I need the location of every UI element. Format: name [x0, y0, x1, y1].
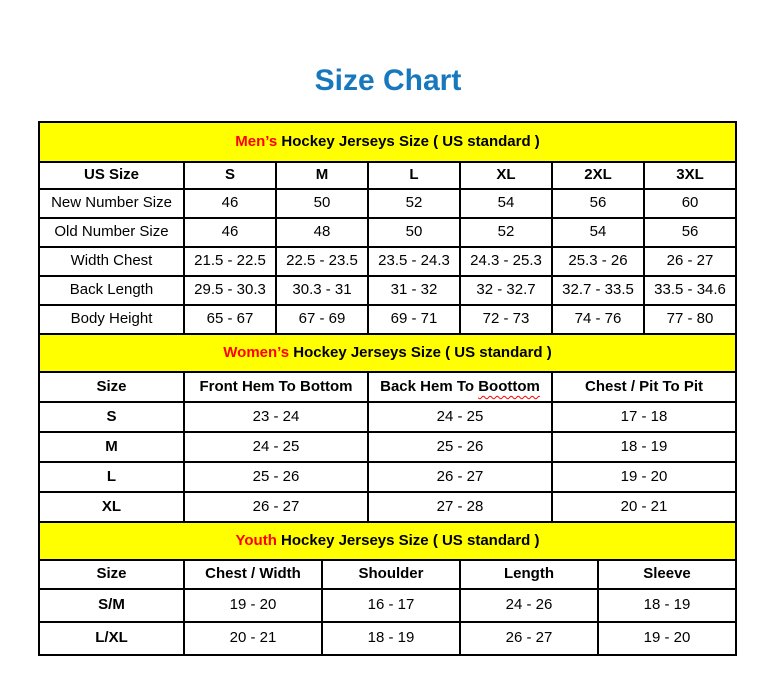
youth-cell-1-1: 18 - 19: [322, 622, 460, 655]
mens-cell-0-2: 52: [368, 189, 460, 218]
womens-cell-3-1: 27 - 28: [368, 492, 552, 522]
womens-cell-2-2: 19 - 20: [552, 462, 736, 492]
mens-column-header-3: L: [368, 162, 460, 189]
youth-column-header-2: Shoulder: [322, 560, 460, 589]
mens-row-label-1: Old Number Size: [39, 218, 184, 247]
mens-cell-0-0: 46: [184, 189, 276, 218]
youth-column-header-4: Sleeve: [598, 560, 736, 589]
mens-row-3: [39, 276, 736, 305]
womens-cell-1-0: 24 - 25: [184, 432, 368, 462]
mens-cell-0-3: 54: [460, 189, 552, 218]
womens-cell-1-2: 18 - 19: [552, 432, 736, 462]
mens-row-1: [39, 218, 736, 247]
youth-cell-1-2: 26 - 27: [460, 622, 598, 655]
mens-cell-2-3: 24.3 - 25.3: [460, 247, 552, 276]
mens-cell-2-5: 26 - 27: [644, 247, 736, 276]
womens-cell-3-0: 26 - 27: [184, 492, 368, 522]
youth-header-row: [39, 560, 736, 589]
mens-cell-1-5: 56: [644, 218, 736, 247]
mens-row-label-3: Back Length: [39, 276, 184, 305]
womens-row-label-1: M: [39, 432, 184, 462]
youth-row-label-0: S/M: [39, 589, 184, 622]
womens-row-1: [39, 432, 736, 462]
womens-row-label-2: L: [39, 462, 184, 492]
mens-banner-highlight: Men’s: [235, 132, 278, 150]
mens-cell-4-0: 65 - 67: [184, 305, 276, 334]
mens-cell-2-1: 22.5 - 23.5: [276, 247, 368, 276]
mens-row-label-2: Width Chest: [39, 247, 184, 276]
mens-row-label-0: New Number Size: [39, 189, 184, 218]
womens-column-header-3: Chest / Pit To Pit: [552, 372, 736, 402]
mens-column-header-6: 3XL: [644, 162, 736, 189]
womens-row-label-0: S: [39, 402, 184, 432]
youth-row-1: [39, 622, 736, 655]
youth-column-header-0: Size: [39, 560, 184, 589]
youth-cell-1-0: 20 - 21: [184, 622, 322, 655]
mens-cell-3-1: 30.3 - 31: [276, 276, 368, 305]
youth-cell-0-3: 18 - 19: [598, 589, 736, 622]
womens-row-label-3: XL: [39, 492, 184, 522]
womens-size-table: [38, 333, 737, 523]
page-title: Size Chart: [314, 64, 462, 97]
womens-header-row: [39, 372, 736, 402]
mens-cell-0-1: 50: [276, 189, 368, 218]
size-chart-page: [0, 62, 776, 692]
youth-column-header-1: Chest / Width: [184, 560, 322, 589]
mens-cell-4-5: 77 - 80: [644, 305, 736, 334]
mens-cell-3-2: 31 - 32: [368, 276, 460, 305]
womens-cell-3-2: 20 - 21: [552, 492, 736, 522]
mens-column-header-2: M: [276, 162, 368, 189]
womens-row-0: [39, 402, 736, 432]
mens-banner: Men’s Hockey Jerseys Size ( US standard ): [39, 122, 736, 162]
mens-cell-2-0: 21.5 - 22.5: [184, 247, 276, 276]
mens-row-2: [39, 247, 736, 276]
womens-banner: Women’s Hockey Jerseys Size ( US standard ): [39, 334, 736, 372]
womens-row-2: [39, 462, 736, 492]
womens-cell-0-0: 23 - 24: [184, 402, 368, 432]
womens-banner-row: [39, 334, 736, 372]
youth-banner-row: [39, 522, 736, 560]
youth-cell-0-1: 16 - 17: [322, 589, 460, 622]
womens-cell-1-1: 25 - 26: [368, 432, 552, 462]
youth-cell-0-0: 19 - 20: [184, 589, 322, 622]
mens-cell-2-2: 23.5 - 24.3: [368, 247, 460, 276]
size-tables-container: [38, 121, 735, 656]
womens-banner-highlight: Women’s: [223, 343, 290, 361]
mens-cell-1-0: 46: [184, 218, 276, 247]
womens-column-header-2: Back Hem To Boottom: [368, 372, 552, 402]
mens-cell-4-3: 72 - 73: [460, 305, 552, 334]
mens-size-table: [38, 121, 737, 335]
mens-banner-row: [39, 122, 736, 162]
womens-row-3: [39, 492, 736, 522]
mens-column-header-5: 2XL: [552, 162, 644, 189]
youth-row-0: [39, 589, 736, 622]
mens-cell-3-0: 29.5 - 30.3: [184, 276, 276, 305]
mens-column-header-4: XL: [460, 162, 552, 189]
mens-cell-3-5: 33.5 - 34.6: [644, 276, 736, 305]
mens-cell-2-4: 25.3 - 26: [552, 247, 644, 276]
womens-cell-2-0: 25 - 26: [184, 462, 368, 492]
youth-row-label-1: L/XL: [39, 622, 184, 655]
womens-cell-2-1: 26 - 27: [368, 462, 552, 492]
mens-header-row: [39, 162, 736, 189]
mens-cell-3-4: 32.7 - 33.5: [552, 276, 644, 305]
mens-cell-4-1: 67 - 69: [276, 305, 368, 334]
youth-banner: Youth Hockey Jerseys Size ( US standard ): [39, 522, 736, 560]
womens-column-header-0: Size: [39, 372, 184, 402]
mens-column-header-1: S: [184, 162, 276, 189]
mens-row-0: [39, 189, 736, 218]
youth-cell-0-2: 24 - 26: [460, 589, 598, 622]
mens-column-header-0: US Size: [39, 162, 184, 189]
mens-row-label-4: Body Height: [39, 305, 184, 334]
womens-cell-0-2: 17 - 18: [552, 402, 736, 432]
misspelled-word: Boottom: [478, 377, 540, 395]
mens-cell-1-2: 50: [368, 218, 460, 247]
mens-cell-1-3: 52: [460, 218, 552, 247]
mens-cell-0-4: 56: [552, 189, 644, 218]
womens-column-header-1: Front Hem To Bottom: [184, 372, 368, 402]
mens-cell-4-4: 74 - 76: [552, 305, 644, 334]
youth-size-table: [38, 521, 737, 656]
mens-cell-3-3: 32 - 32.7: [460, 276, 552, 305]
mens-row-4: [39, 305, 736, 334]
youth-banner-highlight: Youth: [235, 531, 277, 549]
mens-cell-4-2: 69 - 71: [368, 305, 460, 334]
mens-cell-1-1: 48: [276, 218, 368, 247]
mens-cell-1-4: 54: [552, 218, 644, 247]
youth-cell-1-3: 19 - 20: [598, 622, 736, 655]
mens-cell-0-5: 60: [644, 189, 736, 218]
youth-column-header-3: Length: [460, 560, 598, 589]
womens-cell-0-1: 24 - 25: [368, 402, 552, 432]
